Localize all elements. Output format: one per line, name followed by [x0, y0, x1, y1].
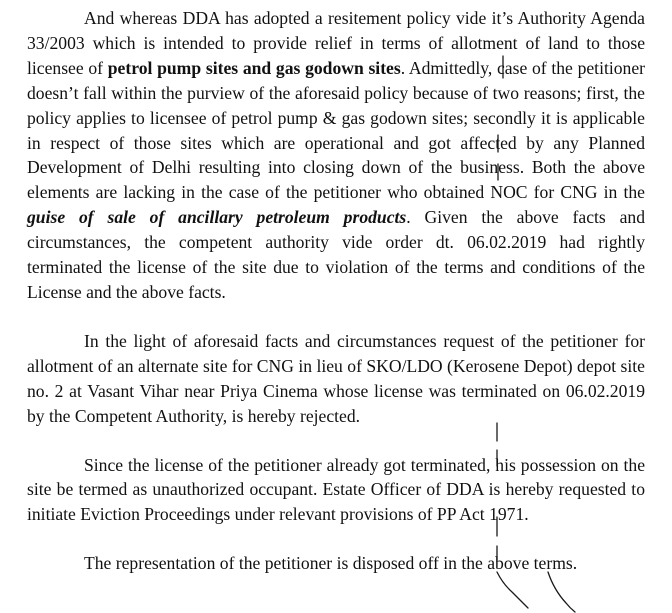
paragraph-request-rejected — [27, 329, 645, 429]
text-segment: The representation of the petitioner is disposed off in the above terms. — [84, 553, 578, 574]
text-segment: Since the license of the petitioner already got terminated, his possession on the site be termed as unauthorized occupant. Estate Officer of DDA is hereby requested to initiate Eviction Proceedings under relevant provisions of PP Act 1971. — [27, 454, 645, 525]
paragraph-eviction-proceedings — [27, 453, 645, 528]
text-segment: And whereas DDA has adopted a resitement policy vide it’s Authority Agenda 33/2003 which is intended to provide relief in terms of allotment of land to those licensee of — [27, 8, 645, 78]
text-segment: . Admittedly, case of the petitioner doesn’t fall within the purview of the aforesaid policy because of two reasons; first, the policy applies to licensee of petrol pump & gas godown sites; secondly it is applicable in respect of those sites which are operational and got affected by any Planned Development of Delhi resulting into closing down of the business. Both the above elements are lacking in the case of the petitioner who obtained NOC for CNG in the — [27, 57, 645, 203]
paragraph-disposed-off — [27, 551, 645, 576]
text-segment: . Given the above facts and circumstances, the competent authority vide order dt. 06.02.2019 had rightly terminated the license of the site due to violation of the terms and conditions of the License and the above facts. — [27, 207, 645, 302]
paragraph-resitement-policy — [27, 6, 645, 305]
bold-italic-ancillary-products: guise of sale of ancillary petroleum products — [27, 207, 407, 228]
text-segment: In the light of aforesaid facts and circumstances request of the petitioner for allotment of an alternate site for CNG in lieu of SKO/LDO (Kerosene Depot) depot site no. 2 at Vasant Vihar near Priya Cinema whose license was terminated on 06.02.2019 by the Competent Authority, is hereby rejected. — [27, 330, 645, 426]
bold-petrol-pump-sites: petrol pump sites and gas godown sites — [107, 57, 401, 78]
pen-mark-curve — [548, 572, 575, 612]
pen-mark-curve — [497, 572, 528, 608]
document-page — [27, 6, 645, 576]
